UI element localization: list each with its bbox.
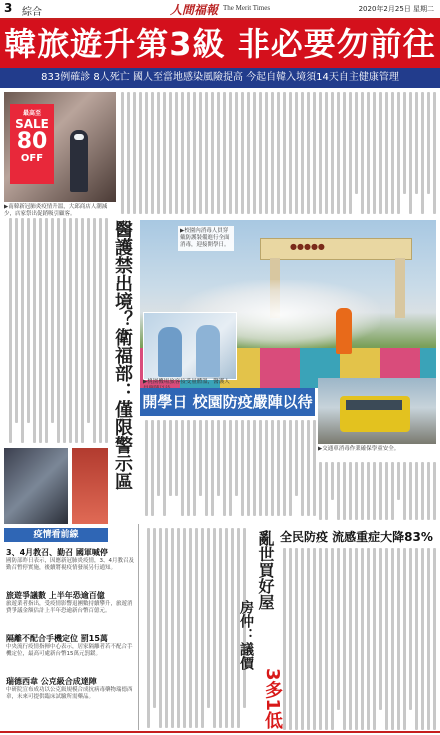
- text-line: [193, 92, 196, 214]
- housing-title-line-3: 3多1低: [262, 668, 283, 730]
- text-line: [81, 218, 84, 443]
- text-line: [45, 218, 48, 443]
- brief-body: 國防部昨日表示，因應新冠肺炎疫情，3、4月教召及勤召暫停實施，後續將視疫情發展另行通知。: [6, 558, 135, 571]
- medical-staff-photo: [143, 312, 237, 380]
- text-line: [163, 420, 166, 516]
- text-line: [151, 420, 154, 516]
- text-line: [421, 462, 424, 520]
- text-line: [93, 218, 96, 443]
- text-line: [241, 420, 244, 516]
- text-line: [241, 92, 244, 214]
- brief-body: 中央流行疫情指揮中心表示，居家隔離者若不配合手機定位，最高可處新台幣15萬元罰鍰。: [6, 644, 133, 657]
- housing-article-text: [142, 528, 246, 728]
- text-line: [373, 462, 376, 520]
- brief-title: 隔離不配合手機定位 罰15萬: [6, 634, 108, 643]
- text-line: [187, 420, 190, 516]
- text-line: [403, 462, 406, 520]
- text-line: [211, 420, 214, 516]
- text-line: [63, 218, 66, 443]
- text-line: [217, 420, 220, 496]
- bus-photo-caption: ▶交通車消毒作業確保學童安全。: [318, 446, 400, 452]
- text-line: [39, 218, 42, 443]
- text-line: [427, 92, 430, 194]
- text-line: [361, 462, 364, 520]
- text-line: [205, 420, 208, 516]
- text-line: [415, 548, 418, 730]
- text-line: [217, 92, 220, 214]
- sale-sign: [10, 104, 54, 184]
- text-line: [187, 92, 190, 214]
- text-line: [145, 420, 148, 516]
- subheadline: 833例確診 8人死亡 國人至當地感染風險提高 今起自韓入境須14天自主健康管理: [41, 72, 399, 83]
- issue-date: 2020年2月25日 星期二: [358, 5, 434, 13]
- text-line: [295, 92, 298, 214]
- text-line: [343, 548, 346, 730]
- text-line: [289, 420, 292, 516]
- sidebar-header: 疫情看前線: [4, 528, 108, 542]
- text-line: [15, 218, 18, 423]
- text-line: [367, 92, 370, 214]
- school-photo-caption: ▶校園內消毒人員穿戴防護裝備進行全面消毒，迎接開學日。: [178, 226, 234, 251]
- brief-title: 瑞德西韋 公克級合成達陣: [6, 677, 97, 686]
- text-line: [415, 92, 418, 194]
- text-line: [183, 528, 186, 728]
- gate-sign: ●●●●●: [290, 242, 325, 251]
- nurse-figure: [158, 327, 182, 377]
- text-line: [289, 92, 292, 214]
- text-line: [193, 420, 196, 516]
- text-line: [157, 92, 160, 214]
- text-line: [199, 420, 202, 496]
- text-line: [325, 548, 328, 730]
- page-number: 3: [4, 1, 13, 15]
- text-line: [195, 528, 198, 728]
- text-line: [99, 218, 102, 443]
- text-line: [9, 218, 12, 443]
- sale-store-photo: [4, 92, 116, 202]
- text-line: [75, 218, 78, 443]
- section-name: 綜合: [22, 7, 42, 18]
- text-line: [57, 218, 60, 443]
- text-line: [337, 92, 340, 214]
- text-line: [301, 92, 304, 214]
- text-line: [159, 528, 162, 728]
- text-line: [219, 528, 222, 728]
- text-line: [165, 528, 168, 728]
- text-line: [259, 92, 262, 214]
- text-line: [181, 92, 184, 214]
- text-line: [319, 462, 322, 520]
- text-line: [175, 92, 178, 214]
- text-line: [151, 92, 154, 214]
- text-line: [307, 548, 310, 730]
- divider: [0, 731, 440, 733]
- text-line: [139, 92, 142, 214]
- text-line: [349, 462, 352, 520]
- text-line: [433, 548, 436, 730]
- text-line: [265, 420, 268, 516]
- text-line: [145, 92, 148, 214]
- text-line: [223, 420, 226, 516]
- text-line: [211, 92, 214, 214]
- text-line: [229, 92, 232, 214]
- text-line: [403, 548, 406, 730]
- text-line: [247, 420, 250, 516]
- text-line: [21, 218, 24, 443]
- text-line: [181, 420, 184, 516]
- text-line: [397, 92, 400, 214]
- brief-body: 中研院宣布成功以公克級規模合成抗病毒藥物瑞德西韋，未來可提供臨床試驗所需藥品。: [6, 687, 133, 700]
- nurse-figure: [196, 325, 220, 377]
- text-line: [391, 462, 394, 520]
- text-line: [207, 528, 210, 708]
- text-line: [385, 92, 388, 214]
- sale-sign-text: SALE: [15, 117, 49, 131]
- divider: [138, 524, 139, 730]
- text-line: [51, 218, 54, 423]
- text-line: [235, 420, 238, 496]
- bus-window: [346, 400, 402, 410]
- text-line: [391, 92, 394, 214]
- school-gate: [260, 238, 412, 260]
- text-line: [235, 92, 238, 214]
- text-line: [421, 92, 424, 214]
- text-line: [189, 528, 192, 728]
- text-line: [169, 420, 172, 496]
- text-line: [247, 92, 250, 214]
- sale-percent: 80: [16, 129, 48, 154]
- text-line: [229, 420, 232, 516]
- text-line: [259, 420, 262, 516]
- text-line: [271, 92, 274, 214]
- brief-title: 3、4月教召、勤召 國軍喊停: [6, 548, 108, 557]
- brief-title: 旅遊爭議數 上半年恐逾百億: [6, 591, 105, 600]
- text-line: [33, 218, 36, 443]
- medical-feature-title: 醫護禁出境？衛福部：僅限警示區: [112, 220, 133, 490]
- text-line: [157, 420, 160, 496]
- text-line: [421, 548, 424, 730]
- text-line: [205, 92, 208, 214]
- text-line: [133, 92, 136, 214]
- flu-feature-title: 全民防疫 流感重症大降83%: [280, 530, 433, 544]
- text-line: [403, 92, 406, 194]
- text-line: [379, 462, 382, 520]
- newspaper-logo: 人間福報: [170, 3, 219, 17]
- text-line: [301, 420, 304, 516]
- text-line: [69, 218, 72, 443]
- bus-article-text: [318, 462, 436, 520]
- newspaper-logo-english: The Merit Times: [223, 4, 271, 12]
- sidebar-photo-strip: [4, 448, 108, 524]
- school-bus-photo: [318, 378, 436, 444]
- text-line: [295, 420, 298, 496]
- text-line: [361, 92, 364, 214]
- text-line: [163, 92, 166, 214]
- text-line: [331, 92, 334, 214]
- housing-title-line-2: 房仲：議價: [238, 600, 254, 670]
- text-line: [373, 548, 376, 730]
- text-line: [253, 420, 256, 516]
- text-line: [201, 528, 204, 728]
- text-line: [177, 528, 180, 728]
- text-line: [265, 92, 268, 214]
- sale-off: OFF: [20, 153, 44, 164]
- text-line: [283, 548, 286, 730]
- text-line: [373, 92, 376, 214]
- text-line: [277, 420, 280, 516]
- sidebar-photo-sign: [72, 448, 108, 524]
- text-line: [409, 92, 412, 214]
- text-line: [153, 528, 156, 708]
- text-line: [313, 548, 316, 730]
- housing-title-line-1: 亂世買好屋: [256, 530, 275, 610]
- text-line: [325, 92, 328, 214]
- text-line: [301, 548, 304, 730]
- gate-pillar: [395, 258, 405, 318]
- text-line: [199, 92, 202, 214]
- text-line: [87, 218, 90, 423]
- text-line: [343, 462, 346, 520]
- text-line: [427, 462, 430, 520]
- text-line: [313, 420, 316, 516]
- sidebar-photo: [4, 448, 68, 524]
- text-line: [283, 420, 286, 516]
- text-line: [331, 548, 334, 730]
- text-line: [433, 92, 436, 214]
- text-line: [385, 548, 388, 730]
- text-line: [253, 92, 256, 214]
- text-line: [307, 92, 310, 214]
- shopper-mask: [74, 134, 84, 140]
- text-line: [277, 92, 280, 214]
- text-line: [307, 420, 310, 516]
- text-line: [171, 528, 174, 728]
- school-article-text: [140, 420, 316, 516]
- text-line: [223, 92, 226, 214]
- sale-store-caption: ▶南韓新冠肺炎疫情升溫，大邱商店人潮減少，店家祭出促銷吸引顧客。: [4, 204, 108, 217]
- text-line: [355, 92, 358, 194]
- text-line: [127, 92, 130, 214]
- text-line: [349, 92, 352, 214]
- text-line: [343, 92, 346, 214]
- text-line: [27, 218, 30, 423]
- text-line: [295, 548, 298, 730]
- text-line: [213, 528, 216, 728]
- sale-sign-top: 最高至: [22, 110, 41, 117]
- text-line: [397, 462, 400, 500]
- text-line: [391, 548, 394, 730]
- lead-article-text: [120, 92, 436, 214]
- text-line: [415, 462, 418, 520]
- text-line: [367, 462, 370, 520]
- text-line: [361, 548, 364, 730]
- text-line: [355, 548, 358, 730]
- text-line: [319, 92, 322, 214]
- text-line: [319, 548, 322, 730]
- text-line: [355, 462, 358, 520]
- text-line: [379, 92, 382, 214]
- text-line: [337, 462, 340, 520]
- text-line: [385, 462, 388, 520]
- text-line: [121, 92, 124, 214]
- text-line: [397, 548, 400, 730]
- text-line: [337, 548, 340, 710]
- school-feature-banner: 開學日 校園防疫嚴陣以待: [140, 388, 315, 416]
- text-line: [409, 548, 412, 710]
- text-line: [105, 218, 108, 443]
- text-line: [349, 548, 352, 730]
- brief-body: 旅遊業者指出，受疫情影響退團數持續攀升，旅遊消費爭議金額估計上半年恐逾新台幣百億元。: [6, 601, 133, 614]
- text-line: [331, 462, 334, 500]
- medical-staff-caption: ▶桃園機場旅客接受量體溫，醫護人: [143, 379, 230, 385]
- text-line: [175, 420, 178, 496]
- text-line: [325, 462, 328, 520]
- text-line: [433, 462, 436, 520]
- text-line: [313, 92, 316, 214]
- text-line: [147, 528, 150, 728]
- text-line: [289, 548, 292, 730]
- text-line: [271, 420, 274, 516]
- text-line: [225, 528, 228, 728]
- medical-article-text: [4, 218, 108, 443]
- text-line: [231, 528, 234, 728]
- flu-article-text: [282, 548, 436, 730]
- text-line: [367, 548, 370, 730]
- text-line: [169, 92, 172, 214]
- headline: 韓旅遊升第3級 非必要勿前往: [4, 25, 436, 63]
- worker-figure: [336, 308, 352, 354]
- text-line: [283, 92, 286, 214]
- text-line: [427, 548, 430, 730]
- text-line: [409, 462, 412, 520]
- text-line: [379, 548, 382, 710]
